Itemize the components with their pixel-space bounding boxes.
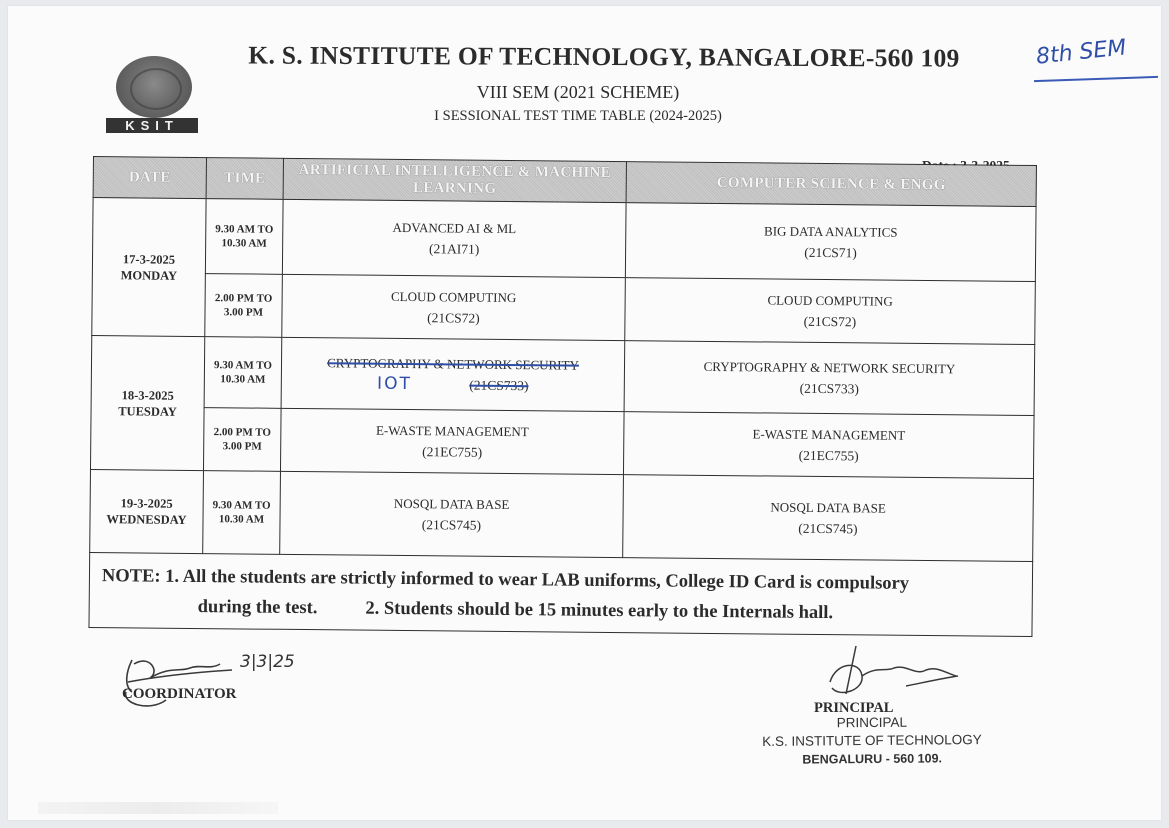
date-text: 19-3-2025 <box>120 496 173 511</box>
time-start: 2.00 PM TO <box>213 426 272 439</box>
subject-name: E-WASTE MANAGEMENT <box>375 422 529 440</box>
cse-subject-cell <box>625 203 1036 282</box>
time-cell <box>205 199 283 275</box>
time-cell <box>203 408 281 472</box>
day-text: WEDNESDAY <box>106 512 187 527</box>
principal-stamp <box>754 713 990 769</box>
subject-name: CRYPTOGRAPHY & NETWORK SECURITY <box>703 358 956 377</box>
time-start: 9.30 AM TO <box>215 223 274 236</box>
time-end: 10.30 AM <box>220 373 266 386</box>
table-row <box>90 469 1034 561</box>
subject-code: (21AI71) <box>428 241 480 257</box>
stamp-line-2: K.S. INSTITUTE OF TECHNOLOGY <box>762 732 982 749</box>
col-cse: COMPUTER SCIENCE & ENGG <box>626 162 1036 207</box>
timetable <box>88 156 1036 637</box>
ai-subject-cell <box>281 337 625 411</box>
note-row <box>89 552 1033 636</box>
subject-code: (21EC755) <box>422 444 483 460</box>
note-line-2b: 2. Students should be 15 minutes early to the Internals hall. <box>365 598 834 624</box>
table-row <box>90 406 1034 478</box>
note-cell <box>89 552 1033 636</box>
subject-code: (21CS72) <box>427 310 480 326</box>
ai-subject-cell <box>280 408 624 474</box>
date-text: 18-3-2025 <box>121 387 174 403</box>
subject-name-struck: CRYPTOGRAPHY & NETWORK SECURITY <box>327 355 579 373</box>
subject-name: CLOUD COMPUTING <box>390 288 517 306</box>
date-cell <box>90 335 204 470</box>
time-end: 3.00 PM <box>223 306 264 319</box>
col-time: TIME <box>206 158 283 200</box>
document-page <box>8 6 1161 820</box>
col-date: DATE <box>93 157 206 199</box>
time-start: 9.30 AM TO <box>213 359 273 372</box>
day-text: TUESDAY <box>118 403 177 419</box>
time-end: 10.30 AM <box>218 513 265 526</box>
handwritten-underline <box>1034 76 1158 82</box>
ai-subject-cell <box>280 471 624 557</box>
coordinator-label: COORDINATOR <box>122 686 237 702</box>
stamp-line-3: BENGALURU - 560 109. <box>802 751 943 767</box>
principal-signature <box>816 642 966 702</box>
note-line-2a: during the test. <box>197 597 318 619</box>
table-row <box>92 198 1036 282</box>
subject-code-struck: (21CS733) <box>469 377 529 394</box>
subject-code: (21EC755) <box>798 447 859 464</box>
day-text: MONDAY <box>120 267 178 283</box>
handwritten-replacement: IOT <box>377 373 412 395</box>
coordinator-signature-block <box>120 642 330 722</box>
logo-text: KSIT <box>106 118 198 133</box>
scan-bleed-mark <box>38 802 278 814</box>
time-cell <box>203 471 281 555</box>
principal-label: PRINCIPAL <box>814 700 894 716</box>
coordinator-date: 3|3|25 <box>240 652 295 672</box>
institute-title: K. S. INSTITUTE OF TECHNOLOGY, BANGALORE-560 109 <box>248 40 960 73</box>
subject-code: (21CS72) <box>803 313 857 330</box>
time-cell <box>204 337 282 409</box>
subject-code: (21CS71) <box>804 244 857 261</box>
handwritten-note-text: 8th SEM <box>1034 35 1128 70</box>
semester-title: VIII SEM (2021 SCHEME) <box>476 82 680 102</box>
subject-name: BIG DATA ANALYTICS <box>764 223 898 240</box>
subject-name: ADVANCED AI & ML <box>392 219 517 237</box>
cse-subject-cell <box>623 412 1034 479</box>
institute-logo <box>104 56 204 134</box>
table-row <box>92 272 1036 344</box>
subject-name: E-WASTE MANAGEMENT <box>752 426 906 443</box>
subject-code: (21CS733) <box>799 380 859 397</box>
emblem-icon <box>116 56 192 118</box>
time-start: 2.00 PM TO <box>214 292 273 305</box>
cse-subject-cell <box>623 475 1034 562</box>
ai-subject-cell <box>282 274 626 340</box>
subject-name: NOSQL DATA BASE <box>770 499 886 516</box>
note-line-1: NOTE: 1. All the students are strictly informed to wear LAB uniforms, College ID Card is compulsory <box>101 566 910 594</box>
time-cell <box>205 274 283 338</box>
date-cell <box>90 469 204 553</box>
date-cell <box>92 198 206 337</box>
subject-name: CLOUD COMPUTING <box>767 292 893 309</box>
date-text: 17-3-2025 <box>122 251 176 267</box>
cse-subject-cell <box>625 278 1036 345</box>
col-ai-ml: ARTIFICIAL INTELLIGENCE & MACHINE LEARNING <box>283 158 626 202</box>
subject-name: NOSQL DATA BASE <box>393 495 510 513</box>
stamp-line-1: PRINCIPAL <box>836 714 908 731</box>
test-title: I SESSIONAL TEST TIME TABLE (2024-2025) <box>434 108 722 124</box>
handwritten-semester-note <box>1008 32 1158 86</box>
cse-subject-cell <box>624 341 1035 416</box>
time-start: 9.30 AM TO <box>212 499 271 512</box>
table-row <box>91 335 1035 415</box>
ai-subject-cell <box>282 199 626 277</box>
time-end: 3.00 PM <box>222 440 262 453</box>
subject-code: (21CS745) <box>798 520 858 537</box>
timetable-grid <box>88 156 1036 637</box>
time-end: 10.30 AM <box>221 237 267 250</box>
subject-code: (21CS745) <box>421 517 482 533</box>
